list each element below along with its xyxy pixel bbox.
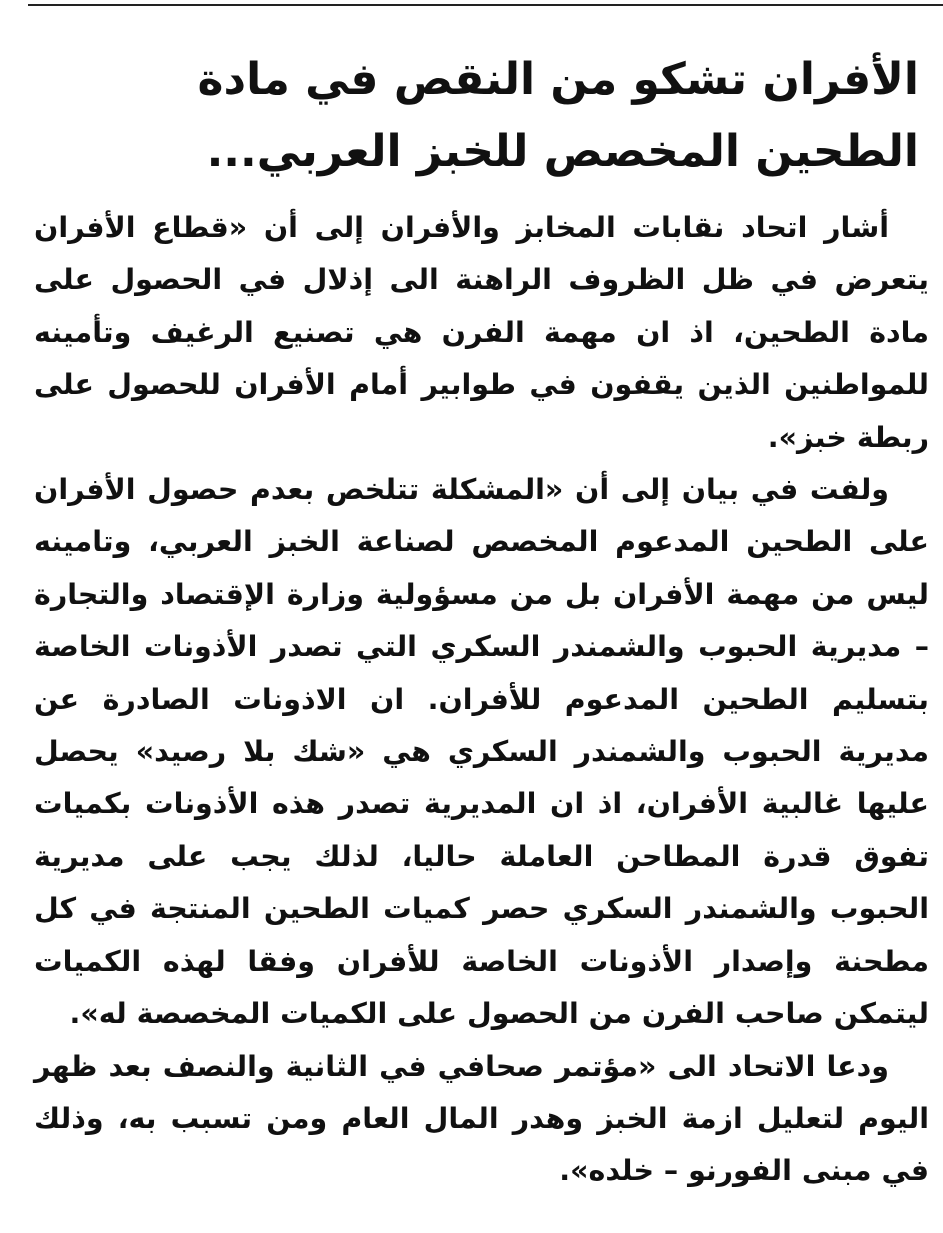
body-paragraph-1: أشار اتحاد نقابات المخابز والأفران إلى أن «قطاع الأفران يتعرض في ظل الظروف الراهنة الى إذلال في الحصول على مادة الطحين، اذ ان مهمة الفرن هي تصنيع الرغيف وتأمينه للمواطنين الذين يقفون في طوابير أمام الأفران للحصول على ربطة خبز». xyxy=(34,211,929,454)
headline-line-1: الأفران تشكو من النقص في مادة xyxy=(197,54,919,105)
article-headline xyxy=(34,44,929,188)
headline-line-2: الطحين المخصص للخبز العربي... xyxy=(206,126,919,177)
article-body xyxy=(34,202,929,1198)
body-paragraph-3: ودعا الاتحاد الى «مؤتمر صحافي في الثانية والنصف بعد ظهر اليوم لتعليل ازمة الخبز وهدر المال العام ومن تسبب به، وذلك في مبنى الفورنو – خلده». xyxy=(34,1049,929,1188)
top-border-rule xyxy=(28,4,943,6)
news-article xyxy=(34,44,929,1198)
body-paragraph-2: ولفت في بيان إلى أن «المشكلة تتلخص بعدم حصول الأفران على الطحين المدعوم المخصص لصناعة الخبز العربي، وتامينه ليس من مهمة الأفران بل من مسؤولية وزارة الإقتصاد والتجارة – مديرية الحبوب والشمندر السكري التي تصدر الأذونات الخاصة بتسليم الطحين المدعوم للأفران. ان الاذونات الصادرة عن مديرية الحبوب والشمندر السكري هي «شك بلا رصيد» يحصل عليها غالبية الأفران، اذ ان المديرية تصدر هذه الأذونات بكميات تفوق قدرة المطاحن العاملة حاليا، لذلك يجب على مديرية الحبوب والشمندر السكري حصر كميات الطحين المنتجة في كل مطحنة وإصدار الأذونات الخاصة للأفران وفقا لهذه الكميات ليتمكن صاحب الفرن من الحصول على الكميات المخصصة له». xyxy=(34,473,929,1031)
